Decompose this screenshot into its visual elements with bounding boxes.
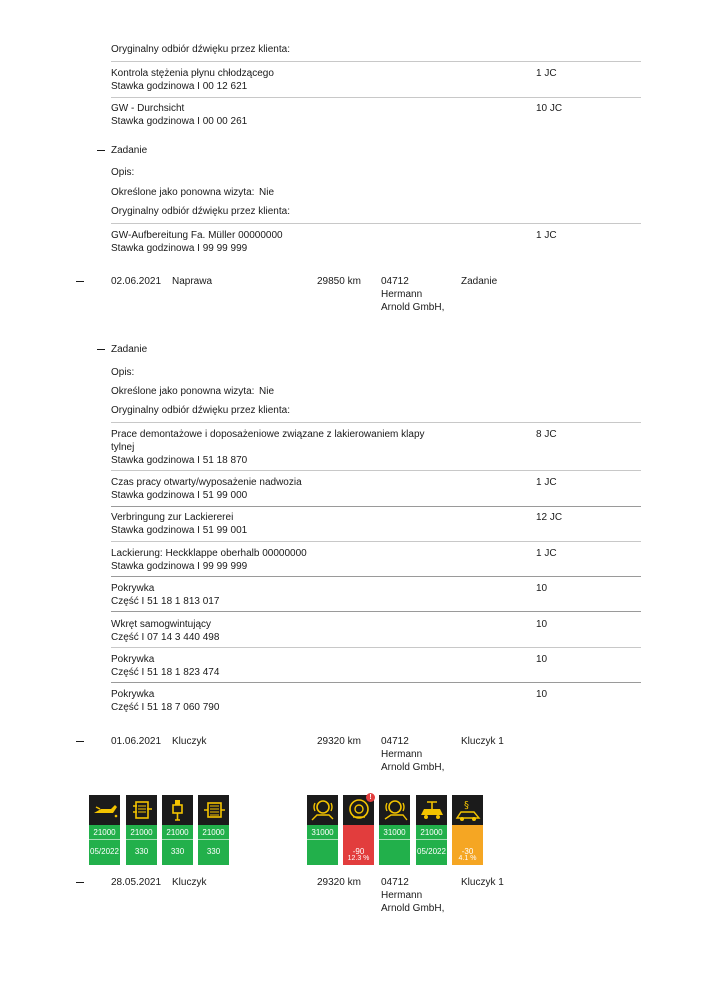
original-sound-label: Oryginalny odbiór dźwięku przez klienta: xyxy=(111,206,290,217)
visit-mileage: 29850 km xyxy=(317,276,361,287)
job-title: GW - Durchsicht xyxy=(111,103,185,114)
job-rate: Stawka godzinowa I 51 99 001 xyxy=(111,525,248,536)
visit-mileage: 29320 km xyxy=(317,877,361,888)
visit-kind: Kluczyk 1 xyxy=(461,877,504,888)
task-heading: Zadanie xyxy=(111,344,148,355)
svg-text:§: § xyxy=(464,800,469,811)
tile-separator xyxy=(198,839,229,840)
tile-due-value: 05/2022 xyxy=(417,847,446,856)
job-title: Verbringung zur Lackiererei xyxy=(111,512,234,523)
vehicle-check-icon xyxy=(418,797,445,823)
dealer-name: Hermann xyxy=(381,890,423,901)
description-label: Opis: xyxy=(111,367,135,378)
visit-date: 01.06.2021 xyxy=(111,736,162,747)
tile-remaining-km: 21000 xyxy=(166,828,189,837)
spark-plug-icon xyxy=(164,797,191,823)
divider xyxy=(111,223,641,224)
job-title: Kontrola stężenia płynu chłodzącego xyxy=(111,68,274,79)
tile-icon-area xyxy=(416,795,447,825)
part-title: Pokrywka xyxy=(111,689,155,700)
tile-separator xyxy=(379,839,410,840)
collapse-toggle[interactable] xyxy=(97,150,105,151)
tile-percent: 12.3 % xyxy=(347,855,370,862)
tile-icon-area xyxy=(307,795,338,825)
job-title: Prace demontażowe i doposażeniowe związane z lakierowaniem klapy xyxy=(111,429,425,440)
tile-due-value: -90 xyxy=(352,847,365,856)
part-qty: 10 xyxy=(536,689,548,700)
tile-due-value: 330 xyxy=(134,847,149,856)
dealer-code: 04712 xyxy=(381,276,409,287)
tile-due-value: -30 xyxy=(461,847,474,856)
visit-kind: Kluczyk 1 xyxy=(461,736,504,747)
service-tile xyxy=(162,795,193,865)
tile-remaining-km: 31000 xyxy=(383,828,406,837)
tile-icon-area xyxy=(89,795,120,825)
job-rate: Stawka godzinowa I 51 18 870 xyxy=(111,455,248,466)
rear-brake-icon xyxy=(381,797,408,823)
front-brake-icon xyxy=(309,797,336,823)
air-filter-icon xyxy=(200,797,227,823)
divider xyxy=(111,97,641,98)
job-rate: Stawka godzinowa I 99 99 999 xyxy=(111,243,248,254)
tile-due-value: 330 xyxy=(170,847,185,856)
job-rate: Stawka godzinowa I 99 99 999 xyxy=(111,561,248,572)
task-heading: Zadanie xyxy=(111,145,148,156)
divider xyxy=(111,541,641,542)
part-qty: 10 xyxy=(536,654,548,665)
visit-type: Kluczyk xyxy=(172,736,207,747)
job-rate: Stawka godzinowa I 00 12 621 xyxy=(111,81,248,92)
tile-separator xyxy=(416,839,447,840)
tile-remaining-km: 21000 xyxy=(420,828,443,837)
service-tile xyxy=(89,795,120,865)
service-tile xyxy=(379,795,410,865)
job-qty: 10 JC xyxy=(536,103,563,114)
visit-type: Kluczyk xyxy=(172,877,207,888)
visit-kind: Zadanie xyxy=(461,276,498,287)
dealer-code: 04712 xyxy=(381,736,409,747)
visit-type: Naprawa xyxy=(172,276,213,287)
warning-icon: ! xyxy=(366,793,375,802)
part-number: Część I 07 14 3 440 498 xyxy=(111,632,220,643)
job-qty: 1 JC xyxy=(536,230,557,241)
tile-icon-area xyxy=(379,795,410,825)
tile-icon-area xyxy=(162,795,193,825)
tile-separator xyxy=(162,839,193,840)
service-tile xyxy=(416,795,447,865)
job-title: GW-Aufbereitung Fa. Müller 00000000 xyxy=(111,230,283,241)
service-tile xyxy=(307,795,338,865)
job-rate: Stawka godzinowa I 00 00 261 xyxy=(111,116,248,127)
part-title: Wkręt samogwintujący xyxy=(111,619,212,630)
collapse-toggle[interactable] xyxy=(76,741,84,742)
part-number: Część I 51 18 7 060 790 xyxy=(111,702,220,713)
job-rate: Stawka godzinowa I 51 99 000 xyxy=(111,490,248,501)
divider xyxy=(111,506,641,507)
divider xyxy=(111,422,641,423)
part-qty: 10 xyxy=(536,583,548,594)
collapse-toggle[interactable] xyxy=(76,882,84,883)
dealer-name: Arnold GmbH, xyxy=(381,302,445,313)
divider xyxy=(111,682,641,683)
job-qty: 1 JC xyxy=(536,477,557,488)
part-qty: 10 xyxy=(536,619,548,630)
tile-separator xyxy=(126,839,157,840)
dealer-name: Arnold GmbH, xyxy=(381,762,445,773)
revisit-value: Nie xyxy=(259,386,275,397)
part-number: Część I 51 18 1 813 017 xyxy=(111,596,220,607)
divider xyxy=(111,647,641,648)
oil-can-icon xyxy=(91,797,118,823)
service-tile xyxy=(343,795,374,865)
service-tile xyxy=(452,795,483,865)
job-title: Czas pracy otwarty/wyposażenie nadwozia xyxy=(111,477,302,488)
part-title: Pokrywka xyxy=(111,583,155,594)
tile-remaining-km: 31000 xyxy=(311,828,334,837)
tile-icon-area xyxy=(198,795,229,825)
tile-due-value: 330 xyxy=(206,847,221,856)
revisit-label: Określone jako ponowna wizyta: xyxy=(111,386,255,397)
visit-date: 02.06.2021 xyxy=(111,276,162,287)
job-qty: 12 JC xyxy=(536,512,563,523)
dealer-name: Hermann xyxy=(381,749,423,760)
tile-remaining-km: 21000 xyxy=(202,828,225,837)
part-title: Pokrywka xyxy=(111,654,155,665)
dealer-code: 04712 xyxy=(381,877,409,888)
dealer-name: Hermann xyxy=(381,289,423,300)
job-qty: 1 JC xyxy=(536,548,557,559)
tile-separator xyxy=(307,839,338,840)
visit-mileage: 29320 km xyxy=(317,736,361,747)
visit-date: 28.05.2021 xyxy=(111,877,162,888)
job-qty: 8 JC xyxy=(536,429,557,440)
part-number: Część I 51 18 1 823 474 xyxy=(111,667,220,678)
service-tile xyxy=(198,795,229,865)
tile-remaining-km: 21000 xyxy=(130,828,153,837)
divider xyxy=(111,61,641,62)
revisit-value: Nie xyxy=(259,187,275,198)
collapse-toggle[interactable] xyxy=(97,349,105,350)
job-qty: 1 JC xyxy=(536,68,557,79)
dealer-name: Arnold GmbH, xyxy=(381,903,445,914)
job-title-cont: tylnej xyxy=(111,442,135,453)
description-label: Opis: xyxy=(111,167,135,178)
divider xyxy=(111,611,641,612)
divider xyxy=(111,576,641,577)
divider xyxy=(111,470,641,471)
original-sound-label: Oryginalny odbiór dźwięku przez klienta: xyxy=(111,405,290,416)
collapse-toggle[interactable] xyxy=(76,281,84,282)
tile-due-value: 05/2022 xyxy=(90,847,119,856)
tile-percent: 4.1 % xyxy=(458,855,477,862)
tile-icon-area xyxy=(126,795,157,825)
service-tile xyxy=(126,795,157,865)
fuel-filter-icon xyxy=(128,797,155,823)
inspection-law-icon xyxy=(454,797,481,823)
tile-separator xyxy=(89,839,120,840)
revisit-label: Określone jako ponowna wizyta: xyxy=(111,187,255,198)
job-title: Lackierung: Heckklappe oberhalb 00000000 xyxy=(111,548,307,559)
tile-remaining-km: 21000 xyxy=(93,828,116,837)
tile-icon-area xyxy=(452,795,483,825)
original-sound-label: Oryginalny odbiór dźwięku przez klienta: xyxy=(111,44,290,55)
